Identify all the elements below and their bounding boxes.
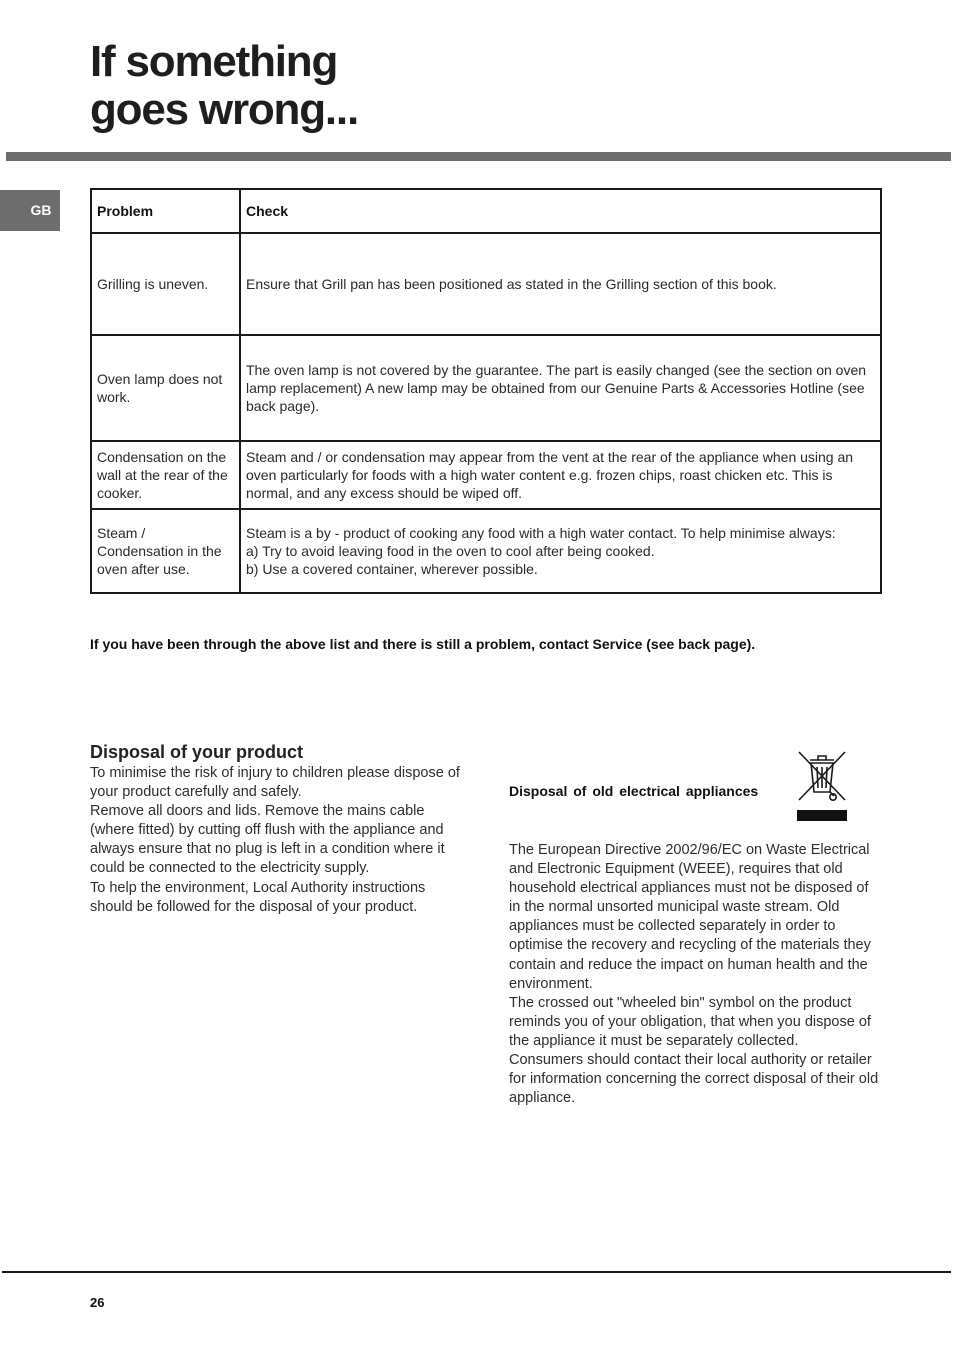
page-title bbox=[90, 38, 358, 134]
check-line: b) Use a covered container, wherever possible. bbox=[246, 561, 538, 577]
weee-text bbox=[509, 841, 879, 1108]
troubleshooting-table bbox=[90, 188, 882, 594]
problem-cell: Steam / Condensation in the oven after use. bbox=[91, 509, 240, 593]
problem-cell: Oven lamp does not work. bbox=[91, 335, 240, 441]
weee-paragraph: Consumers should contact their local authority or retailer for information concerning the correct disposal of their old appliance. bbox=[509, 1052, 879, 1107]
disposal-text bbox=[90, 764, 462, 917]
page-number: 26 bbox=[90, 1295, 105, 1310]
table-row bbox=[91, 509, 881, 593]
check-line: Ensure that Grill pan has been positioned as stated in the Grilling section of this book. bbox=[246, 276, 777, 292]
table-row bbox=[91, 335, 881, 441]
table-row bbox=[91, 233, 881, 335]
disposal-paragraph: To minimise the risk of injury to children please dispose of your product carefully and safely. bbox=[90, 765, 460, 801]
disposal-paragraph: To help the environment, Local Authority instructions should be followed for the disposal of your product. bbox=[90, 879, 426, 915]
page-title-line-1: If something bbox=[90, 37, 338, 86]
check-line: The oven lamp is not covered by the guarantee. The part is easily changed (see the section on oven lamp replacement) A new lamp may be obtained from our Genuine Parts & Accessories Hotline (see back page). bbox=[246, 362, 867, 414]
problem-cell: Condensation on the wall at the rear of the cooker. bbox=[91, 441, 240, 509]
disposal-heading: Disposal of your product bbox=[90, 742, 304, 762]
check-cell bbox=[240, 441, 881, 509]
weee-paragraph: The crossed out "wheeled bin" symbol on the product reminds you of your obligation, that when you dispose of the appliance it must be separately collected. bbox=[509, 994, 871, 1049]
service-notice: If you have been through the above list and there is still a problem, contact Service (see back page). bbox=[90, 636, 756, 652]
weee-heading: Disposal of old electrical appliances bbox=[509, 783, 759, 799]
table-row bbox=[91, 441, 881, 509]
check-line: Steam and / or condensation may appear from the vent at the rear of the appliance when using an oven particularly for foods with a high water content e.g. frozen chips, roast chicken etc. This is normal, and any excess should be wiped off. bbox=[246, 449, 854, 501]
table-header-row bbox=[91, 189, 881, 233]
page-title-line-2: goes wrong... bbox=[90, 85, 358, 134]
check-line: a) Try to avoid leaving food in the oven to cool after being cooked. bbox=[246, 543, 655, 559]
check-cell bbox=[240, 233, 881, 335]
weee-paragraph: The European Directive 2002/96/EC on Waste Electrical and Electronic Equipment (WEEE), requires that old household electrical appliances must not be disposed of in the normal unsorted municipal waste stream. Old appliances must be collected separately in order to optimise the recovery and recycling of the materials they contain and reduce the impact on human health and the environment. bbox=[509, 842, 871, 992]
header-rule bbox=[6, 152, 951, 161]
language-tab: GB bbox=[0, 190, 60, 231]
problem-cell: Grilling is uneven. bbox=[91, 233, 240, 335]
footer-rule bbox=[2, 1271, 951, 1273]
disposal-paragraph: Remove all doors and lids. Remove the mains cable (where fitted) by cutting off flush with the appliance and always ensure that no plug is left in a condition where it could be connected to the electricity supply. bbox=[90, 803, 445, 877]
crossed-out-wheeled-bin-icon bbox=[796, 750, 848, 822]
check-line: Steam is a by - product of cooking any food with a high water contact. To help minimise always: bbox=[246, 525, 836, 541]
header-problem: Problem bbox=[91, 189, 240, 233]
check-cell bbox=[240, 335, 881, 441]
check-cell bbox=[240, 509, 881, 593]
header-check: Check bbox=[240, 189, 881, 233]
